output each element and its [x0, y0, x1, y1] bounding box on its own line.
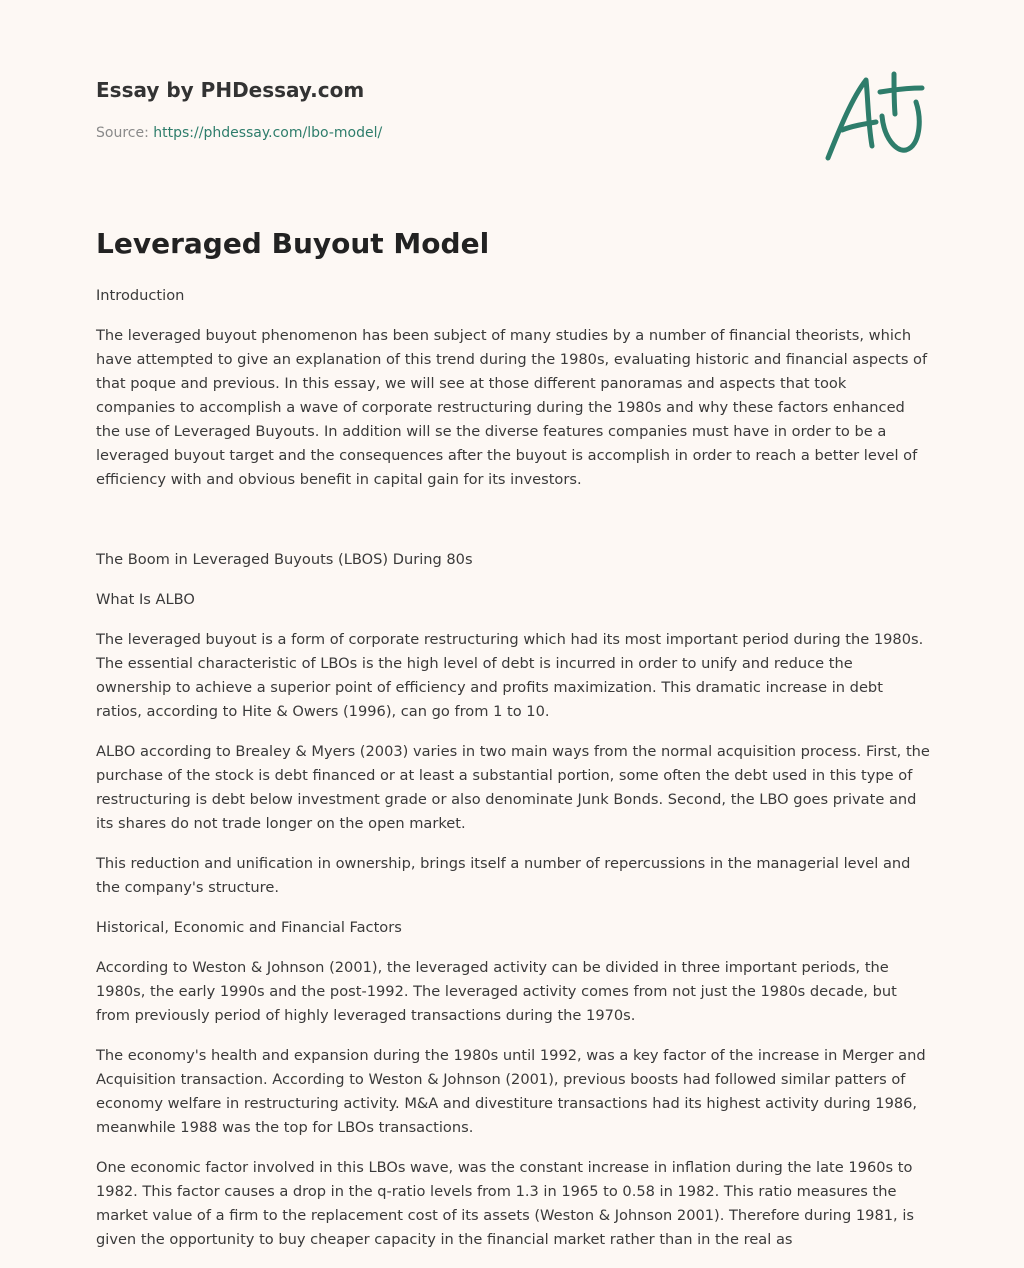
paragraph: The leveraged buyout is a form of corporate restructuring which had its most important period during the 1980s. The essential characteristic of LBOs is the high level of debt is incurred in order to unify and reduce the ownership to achieve a superior point of efficiency and profits maximization. This dramatic increase in debt ratios, according to Hite & Owers (1996), can go from 1 to 10. [96, 631, 924, 720]
section-heading-introduction: Introduction [96, 287, 185, 304]
a-plus-logo-icon [822, 68, 928, 164]
section-heading-historical-factors: Historical, Economic and Financial Factors [96, 919, 402, 936]
spacer [96, 508, 930, 548]
paragraph: ALBO according to Brealey & Myers (2003) varies in two main ways from the normal acquisition process. First, the purchase of the stock is debt financed or at least a substantial portion, some often the debt used in this type of restructuring is debt below investment grade or also denominate Junk Bonds. Second, the LBO goes private and its shares do not trade longer on the open market. [96, 743, 930, 832]
section-heading-boom: The Boom in Leveraged Buyouts (LBOS) During 80s [96, 551, 473, 568]
document-body [96, 284, 930, 1268]
paragraph: According to Weston & Johnson (2001), the leveraged activity can be divided in three important periods, the 1980s, the early 1990s and the post-1992. The leveraged activity comes from not just the 1980s decade, but from previously period of highly leveraged transactions during the 1970s. [96, 959, 897, 1024]
source-line [96, 124, 382, 142]
document-title: Leveraged Buyout Model [96, 227, 490, 260]
paragraph: The economy's health and expansion during the 1980s until 1992, was a key factor of the increase in Merger and Acquisition transaction. According to Weston & Johnson (2001), previous boosts had followed similar patters of economy welfare in restructuring activity. M&A and divestiture transactions had its highest activity during 1986, meanwhile 1988 was the top for LBOs transactions. [96, 1047, 926, 1136]
paragraph: The leveraged buyout phenomenon has been subject of many studies by a number of financial theorists, which have attempted to give an explanation of this trend during the 1980s, evaluating historic and financial aspects of that poque and previous. In this essay, we will see at those different panoramas and aspects that took companies to accomplish a wave of corporate restructuring during the 1980s and why these factors enhanced the use of Leveraged Buyouts. In addition will se the diverse features companies must have in order to be a leveraged buyout target and the consequences after the buyout is accomplish in order to reach a better level of efficiency with and obvious benefit in capital gain for its investors. [96, 327, 928, 488]
paragraph: One economic factor involved in this LBOs wave, was the constant increase in inflation during the late 1960s to 1982. This factor causes a drop in the q-ratio levels from 1.3 in 1965 to 0.58 in 1982. This ratio measures the market value of a firm to the replacement cost of its assets (Weston & Johnson 2001). Therefore during 1981, is given the opportunity to buy cheaper capacity in the financial market rather than in the real as [96, 1159, 914, 1248]
site-title: Essay by PHDessay.com [96, 78, 365, 102]
source-label: Source: [96, 125, 154, 141]
source-link[interactable]: https://phdessay.com/lbo-model/ [153, 125, 383, 141]
paragraph: This reduction and unification in ownership, brings itself a number of repercussions in the managerial level and the company's structure. [96, 855, 911, 896]
section-heading-what-is-albo: What Is ALBO [96, 591, 195, 608]
